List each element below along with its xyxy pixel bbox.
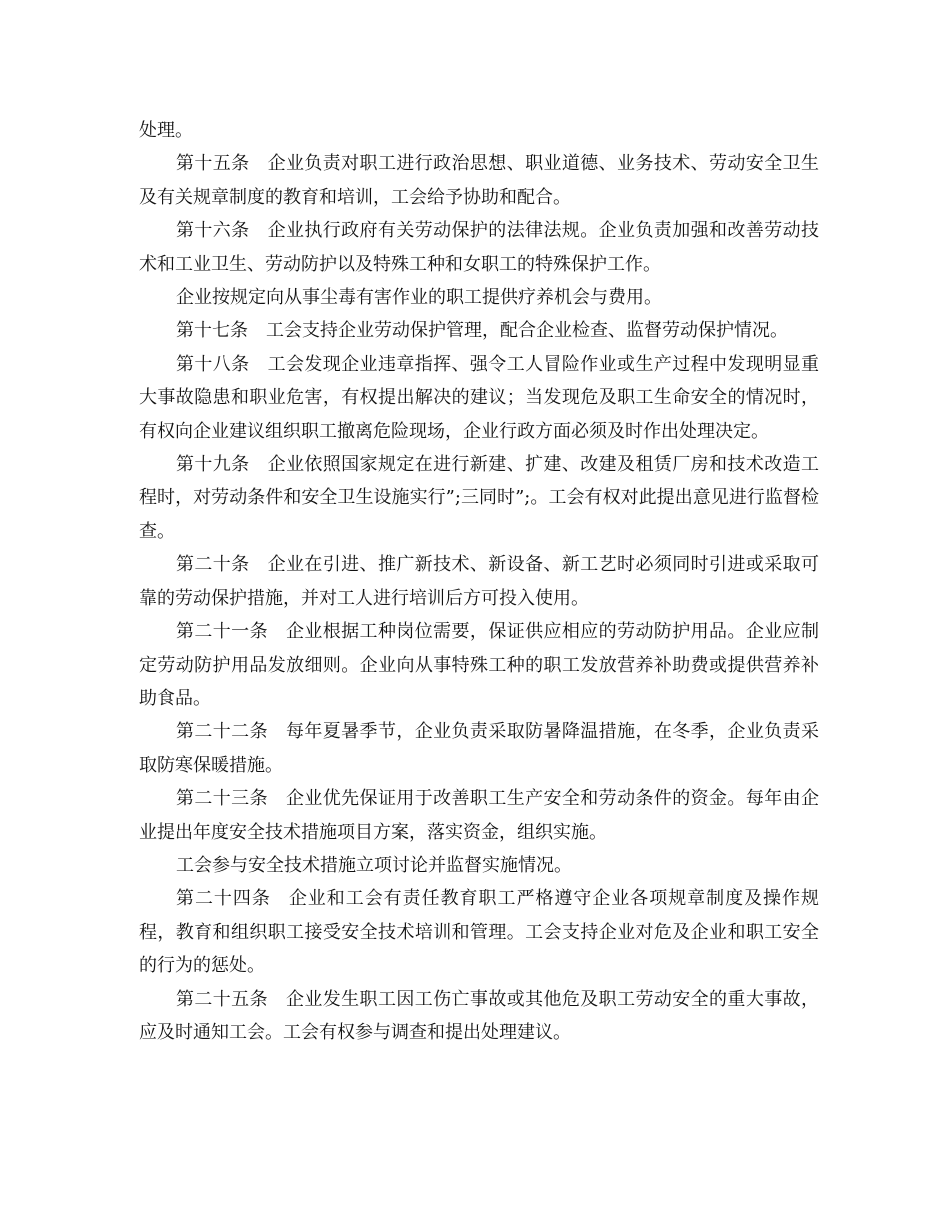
paragraph-text: 企业和工会有责任教育职工严格遵守企业各项规章制度及操作规程，教育和组织职工接受安全技术培训和管理。工会支持企业对危及企业和职工安全的行为的惩处。 (139, 888, 819, 977)
paragraph-text: 工会参与安全技术措施立项讨论并监督实施情况。 (176, 854, 572, 876)
paragraph-text: 企业在引进、推广新技术、新设备、新工艺时必须同时引进或采取可靠的劳动保护措施，并对工人进行培训后方可投入使用。 (139, 554, 819, 609)
paragraph (139, 849, 819, 882)
paragraph-text: 企业根据工种岗位需要，保证供应相应的劳动防护用品。企业应制定劳动防护用品发放细则。企业向从事特殊工种的职工发放营养补助费或提供营养补助食品。 (139, 621, 820, 709)
article-number: 第二十一条 (176, 621, 268, 643)
paragraph (139, 782, 819, 849)
paragraph (139, 147, 819, 214)
article-number: 第二十条 (176, 554, 250, 576)
paragraph-text: 工会支持企业劳动保护管理，配合企业检查、监督劳动保护情况。 (266, 320, 788, 342)
paragraph-text: 企业优先保证用于改善职工生产安全和劳动条件的资金。每年由企业提出年度安全技术措施项目方案，落实资金，组织实施。 (139, 788, 820, 843)
paragraph (139, 448, 819, 548)
paragraph (139, 314, 819, 347)
paragraph (139, 281, 819, 314)
paragraph-text: 企业按规定向从事尘毒有害作业的职工提供疗养机会与费用。 (176, 287, 662, 309)
article-number: 第十七条 (176, 320, 248, 342)
paragraph-text: 企业执行政府有关劳动保护的法律法规。企业负责加强和改善劳动技术和工业卫生、劳动防护以及特殊工种和女职工的特殊保护工作。 (139, 220, 819, 275)
paragraph-text: 企业发生职工因工伤亡事故或其他危及职工劳动安全的重大事故，应及时通知工会。工会有权参与调查和提出处理建议。 (139, 988, 820, 1043)
document-body (139, 114, 819, 1049)
paragraph (139, 715, 819, 782)
paragraph (139, 882, 819, 982)
paragraph-text: 企业负责对职工进行政治思想、职业道德、业务技术、劳动安全卫生及有关规章制度的教育和培训，工会给予协助和配合。 (139, 153, 819, 208)
paragraph (139, 348, 819, 448)
paragraph-text: 每年夏暑季节，企业负责采取防暑降温措施，在冬季，企业负责采取防寒保暖措施。 (139, 721, 820, 776)
paragraph (139, 214, 819, 281)
paragraph (139, 548, 819, 615)
article-number: 第十五条 (176, 153, 250, 175)
article-number: 第十六条 (176, 220, 250, 242)
paragraph (139, 983, 819, 1050)
article-number: 第二十三条 (176, 788, 268, 810)
paragraph (139, 114, 819, 147)
article-number: 第二十二条 (176, 721, 268, 743)
paragraph (139, 615, 819, 715)
paragraph-text: 企业依照国家规定在进行新建、扩建、改建及租赁厂房和技术改造工程时，对劳动条件和安全卫生设施实行”;三同时”;。工会有权对此提出意见进行监督检查。 (139, 454, 819, 542)
paragraph-text: 处理。 (139, 120, 193, 141)
paragraph-text: 工会发现企业违章指挥、强令工人冒险作业或生产过程中发现明显重大事故隐患和职业危害，有权提出解决的建议；当发现危及职工生命安全的情况时，有权向企业建议组织职工撤离危险现场，企业行政方面必须及时作出处理决定。 (139, 353, 819, 442)
article-number: 第十八条 (176, 353, 250, 375)
article-number: 第二十五条 (176, 988, 268, 1010)
article-number: 第十九条 (176, 454, 250, 476)
article-number: 第二十四条 (176, 888, 271, 910)
